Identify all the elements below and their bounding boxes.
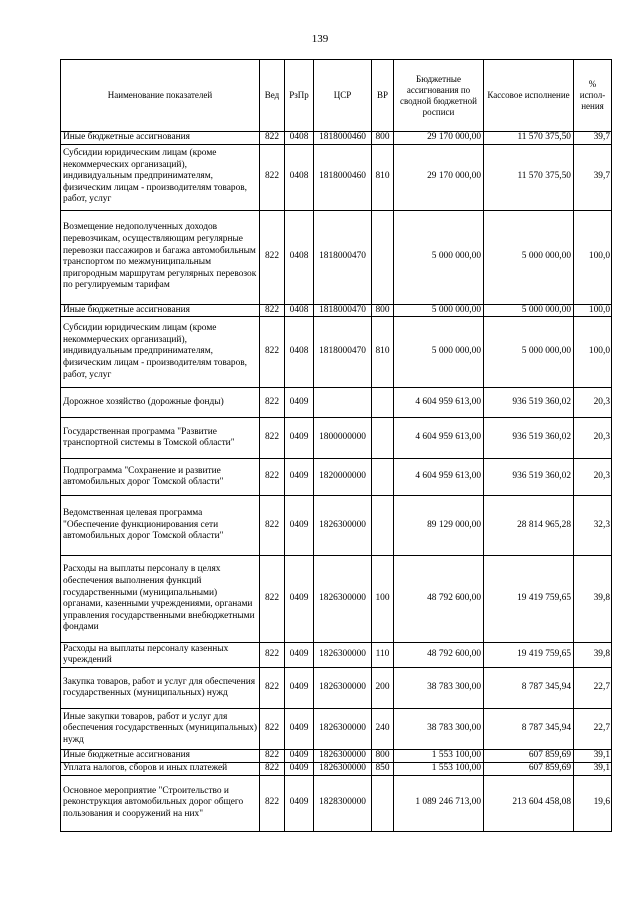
row-ved: 822 — [260, 132, 285, 145]
row-ved: 822 — [260, 418, 285, 459]
row-vr — [372, 459, 394, 496]
row-rzpr: 0409 — [285, 643, 314, 668]
row-rzpr: 0409 — [285, 709, 314, 750]
row-cash-execution: 5 000 000,00 — [484, 317, 574, 388]
row-rzpr: 0409 — [285, 668, 314, 709]
header-cash-execution: Кассовое исполнение — [484, 60, 574, 132]
row-rzpr: 0409 — [285, 459, 314, 496]
row-vr: 800 — [372, 304, 394, 317]
row-cash-execution: 19 419 759,65 — [484, 643, 574, 668]
row-assignments: 4 604 959 613,00 — [394, 459, 484, 496]
row-rzpr: 0409 — [285, 418, 314, 459]
row-assignments: 5 000 000,00 — [394, 210, 484, 304]
row-execution-percent: 32,3 — [574, 496, 612, 556]
row-execution-percent: 20,3 — [574, 418, 612, 459]
row-cash-execution: 5 000 000,00 — [484, 210, 574, 304]
row-ved: 822 — [260, 210, 285, 304]
row-csr: 1826300000 — [314, 709, 372, 750]
row-assignments: 1 089 246 713,00 — [394, 775, 484, 831]
row-name: Иные закупки товаров, работ и услуг для обеспечения государственных (муниципальных) нужд — [61, 709, 260, 750]
row-assignments: 5 000 000,00 — [394, 317, 484, 388]
row-ved: 822 — [260, 144, 285, 210]
row-execution-percent: 39,1 — [574, 762, 612, 775]
row-cash-execution: 28 814 965,28 — [484, 496, 574, 556]
row-assignments: 38 783 300,00 — [394, 668, 484, 709]
row-csr: 1828300000 — [314, 775, 372, 831]
page-number: 139 — [311, 33, 329, 45]
row-name: Субсидии юридическим лицам (кроме некоммерческих организаций), индивидуальным предпринимателям, физическим лицам - производителям товаров, работ, услуг — [61, 144, 260, 210]
row-vr: 200 — [372, 668, 394, 709]
row-name: Дорожное хозяйство (дорожные фонды) — [61, 388, 260, 418]
row-execution-percent: 100,0 — [574, 304, 612, 317]
row-execution-percent: 22,7 — [574, 668, 612, 709]
row-ved: 822 — [260, 709, 285, 750]
row-name: Иные бюджетные ассигнования — [61, 750, 260, 763]
row-vr — [372, 775, 394, 831]
row-csr: 1826300000 — [314, 643, 372, 668]
header-execution-percent: % испол-нения — [574, 60, 612, 132]
row-rzpr: 0409 — [285, 496, 314, 556]
table-row — [61, 762, 612, 775]
row-vr: 810 — [372, 144, 394, 210]
header-rzpr: РзПр — [285, 60, 314, 132]
row-name: Иные бюджетные ассигнования — [61, 304, 260, 317]
row-csr: 1818000460 — [314, 144, 372, 210]
row-execution-percent: 20,3 — [574, 459, 612, 496]
row-execution-percent: 100,0 — [574, 317, 612, 388]
row-execution-percent: 19,6 — [574, 775, 612, 831]
row-assignments: 29 170 000,00 — [394, 144, 484, 210]
row-ved: 822 — [260, 775, 285, 831]
table-row — [61, 643, 612, 668]
row-vr: 800 — [372, 750, 394, 763]
row-name: Расходы на выплаты персоналу казенных учреждений — [61, 643, 260, 668]
row-execution-percent: 100,0 — [574, 210, 612, 304]
row-vr: 810 — [372, 317, 394, 388]
header-vr: ВР — [372, 60, 394, 132]
row-csr: 1818000470 — [314, 210, 372, 304]
row-rzpr: 0409 — [285, 750, 314, 763]
row-execution-percent: 20,3 — [574, 388, 612, 418]
row-csr: 1820000000 — [314, 459, 372, 496]
row-ved: 822 — [260, 388, 285, 418]
table-row — [61, 132, 612, 145]
row-cash-execution: 936 519 360,02 — [484, 459, 574, 496]
row-ved: 822 — [260, 750, 285, 763]
table-row — [61, 304, 612, 317]
row-rzpr: 0409 — [285, 762, 314, 775]
table-row — [61, 556, 612, 643]
row-name: Подпрограмма "Сохранение и развитие автомобильных дорог Томской области" — [61, 459, 260, 496]
row-rzpr: 0408 — [285, 317, 314, 388]
table-row — [61, 210, 612, 304]
row-csr: 1818000470 — [314, 304, 372, 317]
table-header-row — [61, 60, 612, 132]
row-cash-execution: 19 419 759,65 — [484, 556, 574, 643]
row-csr: 1818000460 — [314, 132, 372, 145]
row-assignments: 29 170 000,00 — [394, 132, 484, 145]
row-cash-execution: 936 519 360,02 — [484, 418, 574, 459]
row-rzpr: 0408 — [285, 304, 314, 317]
row-name: Основное мероприятие "Строительство и реконструкция автомобильных дорог общего пользования и сооружений на них" — [61, 775, 260, 831]
row-rzpr: 0409 — [285, 388, 314, 418]
row-name: Расходы на выплаты персоналу в целях обеспечения выполнения функций государственными (муниципальными) органами, казенными учреждениями, органами управления государственными внебюджетными фондами — [61, 556, 260, 643]
row-rzpr: 0409 — [285, 775, 314, 831]
row-vr — [372, 418, 394, 459]
row-ved: 822 — [260, 317, 285, 388]
row-assignments: 48 792 600,00 — [394, 556, 484, 643]
row-assignments: 4 604 959 613,00 — [394, 388, 484, 418]
row-assignments: 5 000 000,00 — [394, 304, 484, 317]
table-row — [61, 709, 612, 750]
table-row — [61, 668, 612, 709]
row-execution-percent: 39,8 — [574, 556, 612, 643]
budget-execution-table — [60, 59, 612, 832]
row-execution-percent: 39,7 — [574, 132, 612, 145]
row-assignments: 89 129 000,00 — [394, 496, 484, 556]
row-rzpr: 0408 — [285, 210, 314, 304]
row-csr: 1826300000 — [314, 556, 372, 643]
table-row — [61, 317, 612, 388]
table-row — [61, 418, 612, 459]
row-execution-percent: 39,1 — [574, 750, 612, 763]
table-row — [61, 775, 612, 831]
row-rzpr: 0408 — [285, 144, 314, 210]
row-csr — [314, 388, 372, 418]
table-row — [61, 144, 612, 210]
header-name: Наименование показателей — [61, 60, 260, 132]
row-rzpr: 0409 — [285, 556, 314, 643]
row-vr: 850 — [372, 762, 394, 775]
row-vr — [372, 496, 394, 556]
row-cash-execution: 607 859,69 — [484, 762, 574, 775]
row-name: Закупка товаров, работ и услуг для обеспечения государственных (муниципальных) нужд — [61, 668, 260, 709]
row-cash-execution: 936 519 360,02 — [484, 388, 574, 418]
header-ved: Вед — [260, 60, 285, 132]
row-name: Субсидии юридическим лицам (кроме некоммерческих организаций), индивидуальным предпринимателям, физическим лицам - производителям товаров, работ, услуг — [61, 317, 260, 388]
row-ved: 822 — [260, 762, 285, 775]
row-ved: 822 — [260, 556, 285, 643]
row-vr: 110 — [372, 643, 394, 668]
row-ved: 822 — [260, 668, 285, 709]
row-csr: 1826300000 — [314, 762, 372, 775]
row-ved: 822 — [260, 496, 285, 556]
row-vr — [372, 210, 394, 304]
row-execution-percent: 39,8 — [574, 643, 612, 668]
header-assignments: Бюджетные ассигнования по сводной бюджетной росписи — [394, 60, 484, 132]
row-cash-execution: 607 859,69 — [484, 750, 574, 763]
row-assignments: 48 792 600,00 — [394, 643, 484, 668]
row-cash-execution: 5 000 000,00 — [484, 304, 574, 317]
row-assignments: 1 553 100,00 — [394, 762, 484, 775]
row-assignments: 4 604 959 613,00 — [394, 418, 484, 459]
table-row — [61, 459, 612, 496]
row-csr: 1826300000 — [314, 668, 372, 709]
row-name: Государственная программа "Развитие транспортной системы в Томской области" — [61, 418, 260, 459]
row-csr: 1826300000 — [314, 750, 372, 763]
row-execution-percent: 22,7 — [574, 709, 612, 750]
row-execution-percent: 39,7 — [574, 144, 612, 210]
table-row — [61, 750, 612, 763]
row-csr: 1818000470 — [314, 317, 372, 388]
table-row — [61, 388, 612, 418]
row-ved: 822 — [260, 643, 285, 668]
row-cash-execution: 8 787 345,94 — [484, 709, 574, 750]
row-name: Возмещение недополученных доходов перевозчикам, осуществляющим регулярные перевозки пассажиров и багажа автомобильным транспортом по межмуниципальным пригородным маршрутам регулярных перевозок по регулируемым тарифам — [61, 210, 260, 304]
row-vr: 100 — [372, 556, 394, 643]
row-csr: 1800000000 — [314, 418, 372, 459]
row-vr — [372, 388, 394, 418]
row-vr: 800 — [372, 132, 394, 145]
row-csr: 1826300000 — [314, 496, 372, 556]
row-cash-execution: 8 787 345,94 — [484, 668, 574, 709]
row-cash-execution: 11 570 375,50 — [484, 144, 574, 210]
table-row — [61, 496, 612, 556]
row-ved: 822 — [260, 304, 285, 317]
row-name: Ведомственная целевая программа "Обеспечение функционирования сети автомобильных дорог Томской области" — [61, 496, 260, 556]
row-assignments: 1 553 100,00 — [394, 750, 484, 763]
row-cash-execution: 11 570 375,50 — [484, 132, 574, 145]
row-name: Иные бюджетные ассигнования — [61, 132, 260, 145]
row-ved: 822 — [260, 459, 285, 496]
row-name: Уплата налогов, сборов и иных платежей — [61, 762, 260, 775]
row-rzpr: 0408 — [285, 132, 314, 145]
row-assignments: 38 783 300,00 — [394, 709, 484, 750]
row-cash-execution: 213 604 458,08 — [484, 775, 574, 831]
header-csr: ЦСР — [314, 60, 372, 132]
row-vr: 240 — [372, 709, 394, 750]
